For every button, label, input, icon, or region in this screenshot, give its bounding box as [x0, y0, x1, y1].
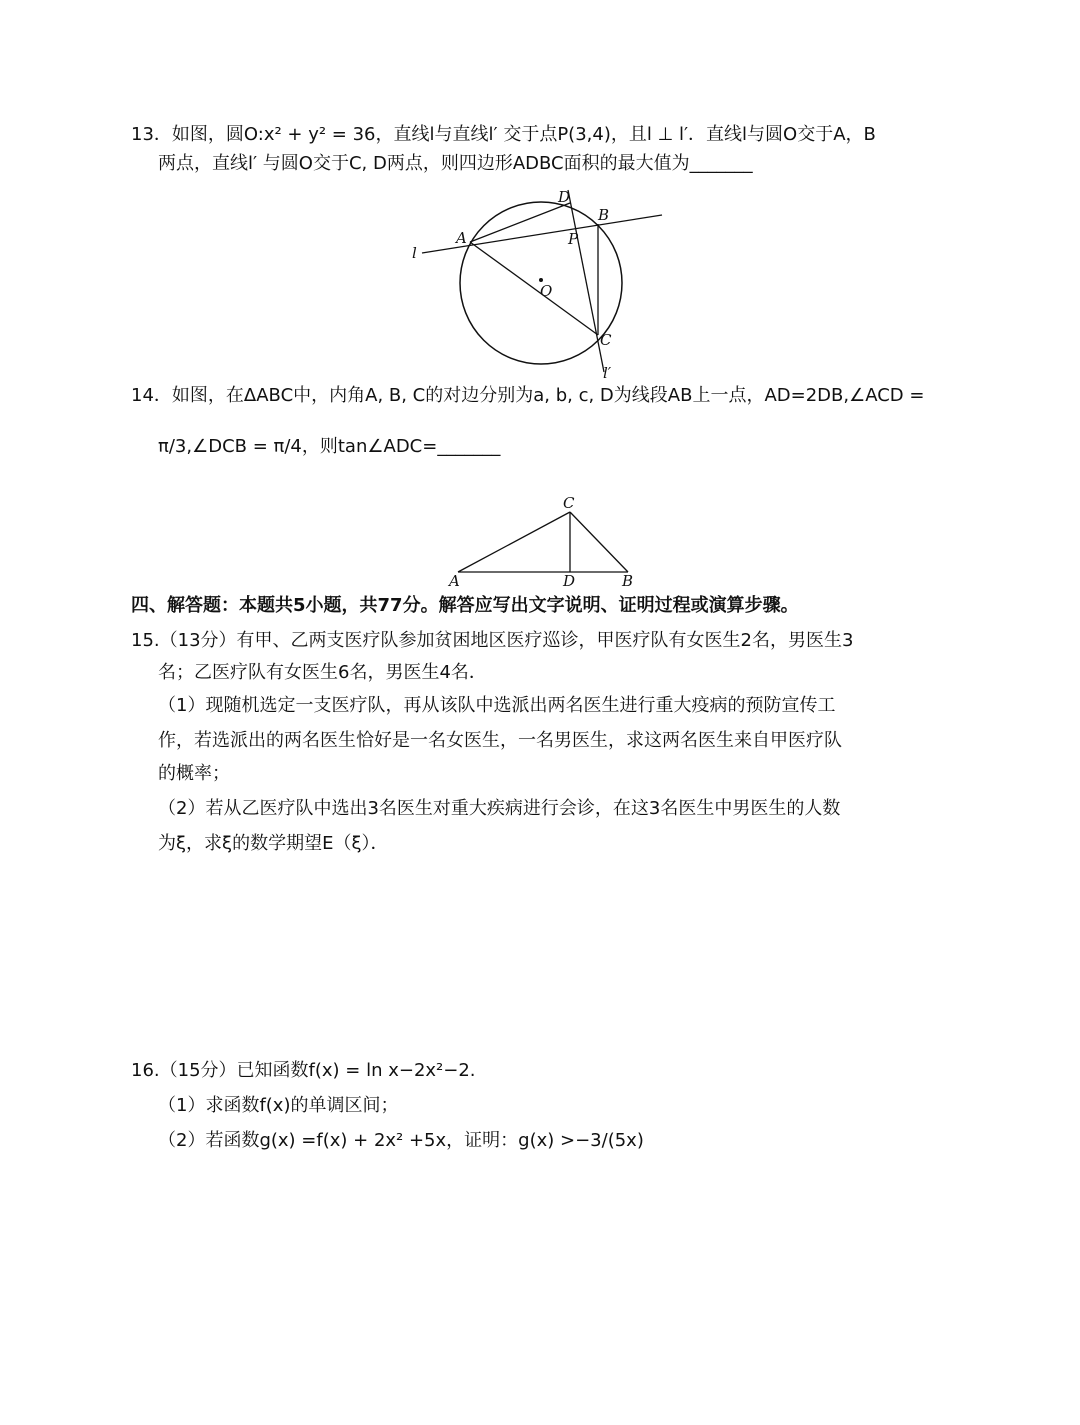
label-D: D — [558, 188, 571, 206]
q13-line1: 13．如图，圆O:x² + y² = 36，直线l与直线l′ 交于点P(3,4)，且l ⊥ l′．直线l与圆O交于A，B — [131, 124, 876, 145]
label-C2: C — [563, 494, 575, 512]
q16-line: 16.（15分）已知函数f(x) = ln x−2x²−2. — [131, 1060, 476, 1081]
label-O: O — [540, 282, 553, 300]
label-D2: D — [563, 572, 576, 590]
label-A2: A — [449, 572, 460, 590]
label-A: A — [456, 229, 467, 247]
label-l: l — [412, 244, 417, 262]
q13-circle-figure — [0, 0, 1080, 600]
label-B2: B — [622, 572, 634, 590]
q15-line: 为ξ，求ξ的数学期望E（ξ）． — [158, 833, 389, 854]
section-4-heading: 四、解答题：本题共5小题，共77分。解答应写出文字说明、证明过程或演算步骤。 — [131, 595, 799, 616]
label-C: C — [600, 331, 612, 349]
q15-line: 15.（13分）有甲、乙两支医疗队参加贫困地区医疗巡诊，甲医疗队有女医生2名，男医生3 — [131, 630, 854, 651]
q15-line: （1）现随机选定一支医疗队，再从该队中选派出两名医生进行重大疫病的预防宣传工 — [158, 695, 836, 716]
q13-line2: 两点，直线l′ 与圆O交于C, D两点，则四边形ADBC面积的最大值为_______ — [158, 153, 753, 174]
q16-line: （2）若函数g(x) =f(x) + 2x² +5x，证明：g(x) >−3/(5x) — [158, 1130, 644, 1151]
q14-line1: 14．如图，在ΔABC中，内角A, B, C的对边分别为a, b, c, D为线段AB上一点，AD=2DB,∠ACD = — [131, 385, 925, 406]
q15-line: （2）若从乙医疗队中选出3名医生对重大疾病进行会诊，在这3名医生中男医生的人数 — [158, 798, 841, 819]
q15-line: 作，若选派出的两名医生恰好是一名女医生，一名男医生，求这两名医生来自甲医疗队 — [158, 730, 842, 751]
q15-line: 名；乙医疗队有女医生6名，男医生4名． — [158, 662, 487, 683]
label-P: P — [568, 230, 579, 248]
label-B: B — [598, 206, 610, 224]
q15-line: 的概率； — [158, 763, 230, 784]
q16-line: （1）求函数f(x)的单调区间； — [158, 1095, 399, 1116]
q14-line2: π/3,∠DCB = π/4，则tan∠ADC=_______ — [158, 436, 501, 457]
label-l-prime: l′ — [603, 364, 612, 382]
